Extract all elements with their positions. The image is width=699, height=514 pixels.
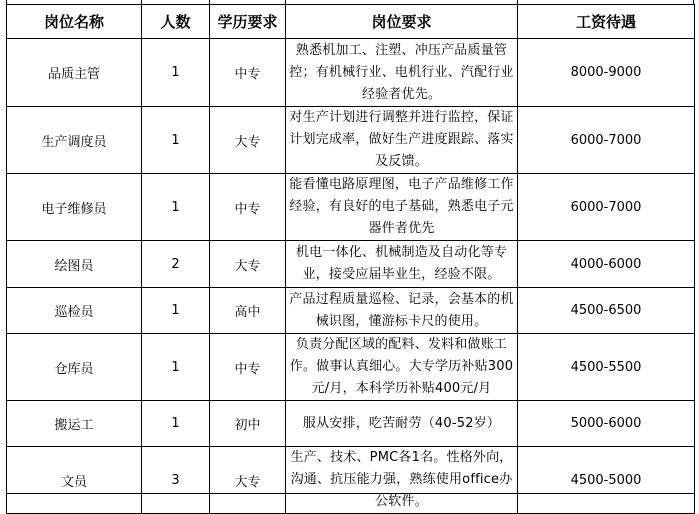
- cell-salary: 4000-6000: [518, 241, 695, 288]
- table-row: [7, 288, 695, 334]
- header-count: 人数: [142, 5, 210, 39]
- cell-education: 中专: [210, 39, 286, 107]
- cell-requirements: 负责分配区域的配料、发料和做账工作。做事认真细心。大专学历补贴300元/月，本科学历补贴400元/月: [286, 334, 518, 401]
- cell-count: 1: [142, 39, 210, 107]
- cell-salary: 5000-6000: [518, 401, 695, 447]
- cell-count: 1: [142, 334, 210, 401]
- table-row: [7, 334, 695, 401]
- cell-count: 1: [142, 174, 210, 241]
- table-row: [7, 174, 695, 241]
- cell-salary: 4500-5000: [518, 447, 695, 514]
- cell-count: 3: [142, 447, 210, 514]
- header-requirements: 岗位要求: [286, 5, 518, 39]
- cell-position: 绘图员: [7, 241, 142, 288]
- header-position: 岗位名称: [7, 5, 142, 39]
- cell-position: 电子维修员: [7, 174, 142, 241]
- cell-requirements: 服从安排，吃苦耐劳（40-52岁）: [286, 401, 518, 447]
- cell-requirements: 对生产计划进行调整并进行监控，保证计划完成率，做好生产进度跟踪、落实及反馈。: [286, 107, 518, 174]
- cell-count: 1: [142, 107, 210, 174]
- cell-salary: 8000-9000: [518, 39, 695, 107]
- cell-education: 初中: [210, 401, 286, 447]
- cell-salary: 6000-7000: [518, 174, 695, 241]
- cell-salary: 6000-7000: [518, 107, 695, 174]
- cell-position: 仓库员: [7, 334, 142, 401]
- cell-count: 1: [142, 401, 210, 447]
- cell-requirements: 产品过程质量巡检、记录，会基本的机械识图，懂游标卡尺的使用。: [286, 288, 518, 334]
- header-education: 学历要求: [210, 5, 286, 39]
- cell-education: 大专: [210, 241, 286, 288]
- cell-requirements: 熟悉机加工、注塑、冲压产品质量管控；有机械行业、电机行业、汽配行业经验者优先。: [286, 39, 518, 107]
- cell-salary: 4500-6500: [518, 288, 695, 334]
- header-salary: 工资待遇: [518, 5, 695, 39]
- job-table: [6, 4, 695, 514]
- cell-requirements: 能看懂电路原理图，电子产品维修工作经验，有良好的电子基础，熟悉电子元器件者优先: [286, 174, 518, 241]
- table-row: [7, 39, 695, 107]
- cell-education: 中专: [210, 174, 286, 241]
- cell-education: 大专: [210, 107, 286, 174]
- cell-education: 大专: [210, 447, 286, 514]
- cell-salary: 4500-5500: [518, 334, 695, 401]
- table-row: [7, 401, 695, 447]
- table-header-row: [7, 5, 695, 39]
- cell-count: 1: [142, 288, 210, 334]
- cell-education: 中专: [210, 334, 286, 401]
- table-row: [7, 241, 695, 288]
- cell-position: 生产调度员: [7, 107, 142, 174]
- cell-requirements: 生产、技术、PMC各1名。性格外向，沟通、抗压能力强，熟练使用office办公软件。: [286, 447, 518, 514]
- table-row: [7, 107, 695, 174]
- cell-position: 搬运工: [7, 401, 142, 447]
- table-row: [7, 447, 695, 514]
- cell-position: 品质主管: [7, 39, 142, 107]
- cell-count: 2: [142, 241, 210, 288]
- cell-position: 文员: [7, 447, 142, 514]
- cell-requirements: 机电一体化、机械制造及自动化等专业，接受应届毕业生，经验不限。: [286, 241, 518, 288]
- cell-education: 高中: [210, 288, 286, 334]
- cell-position: 巡检员: [7, 288, 142, 334]
- bottom-border-line: [6, 493, 694, 494]
